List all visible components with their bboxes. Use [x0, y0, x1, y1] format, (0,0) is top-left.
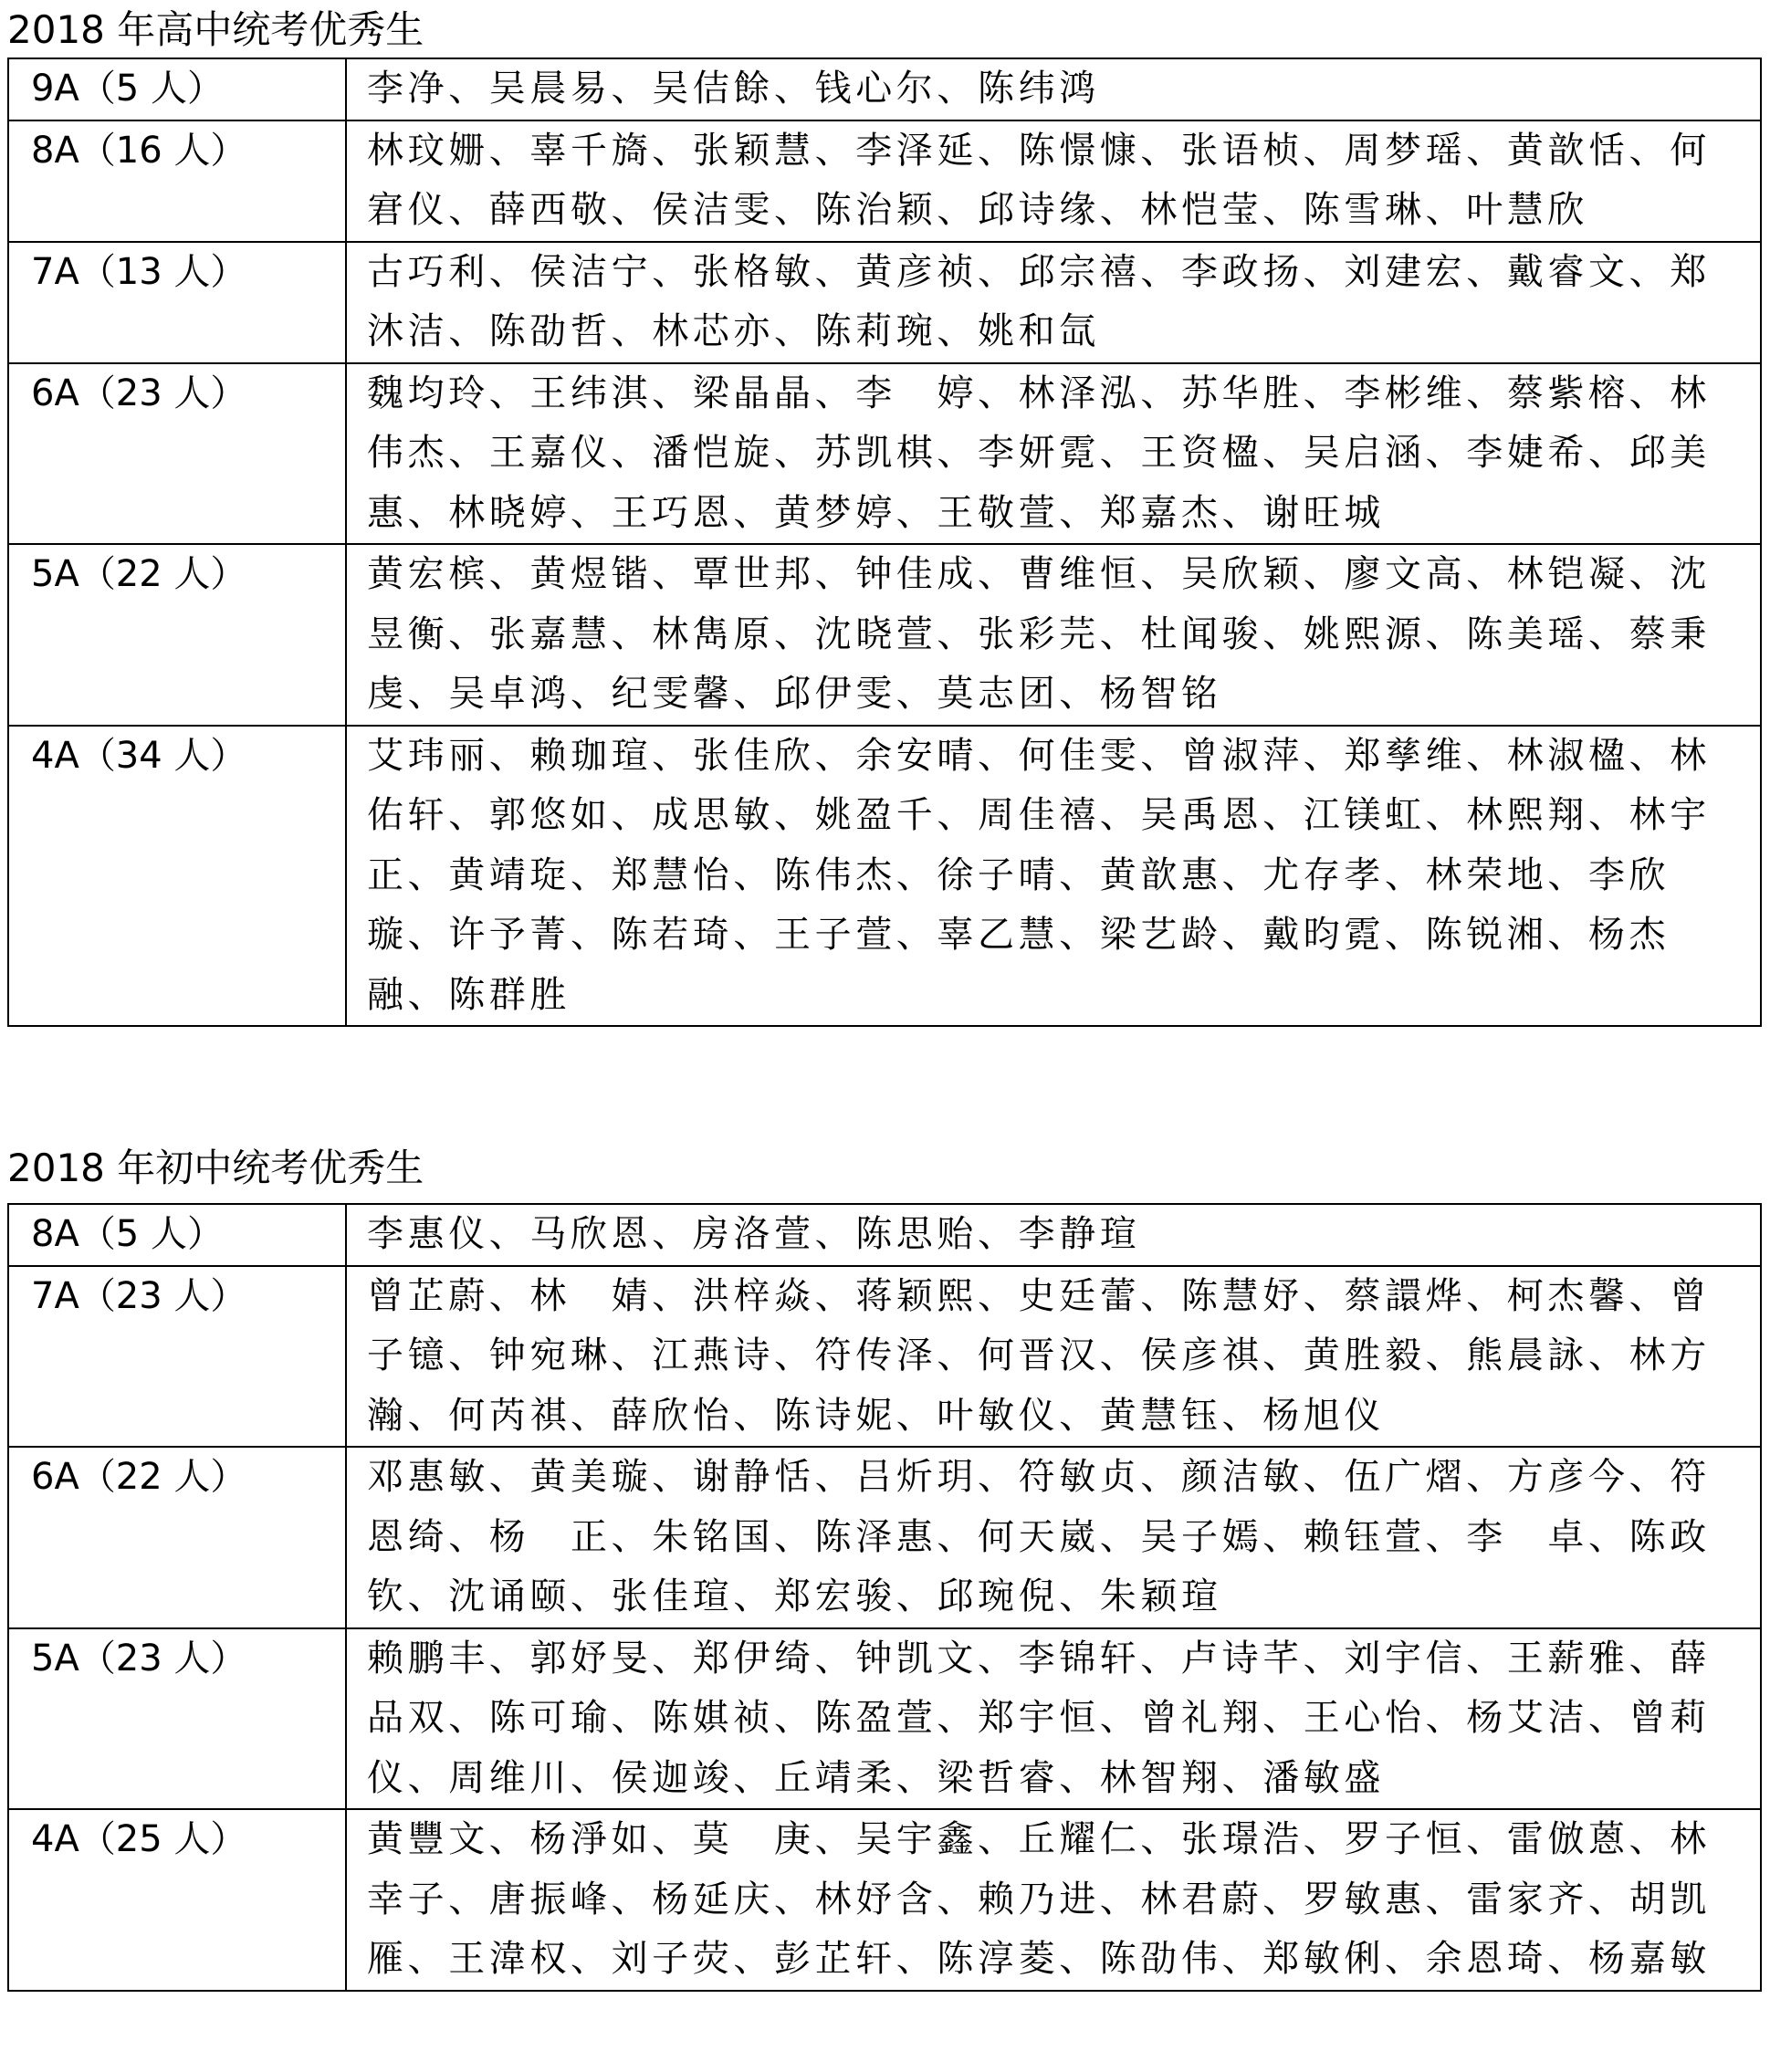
student-names: 黄宏槟、黄煜锴、覃世邦、钟佳成、曹维恒、吴欣颖、廖文高、林铠凝、沈昱衡、张嘉慧、林雋原、沈晓萱、张彩芫、杜闻骏、姚熙源、陈美瑶、蔡秉虔、吴卓鸿、纪雯馨、邱伊雯、莫志团、杨智铭	[367, 553, 1711, 715]
grade-label: 4A（25 人）	[8, 1809, 346, 1991]
names-cell	[346, 544, 1761, 726]
student-names: 邓惠敏、黄美璇、谢静恬、吕炘玥、符敏贞、颜洁敏、伍广熠、方彦今、符恩绮、杨 正、朱铭国、陈泽惠、何天崴、吴子嫣、赖钰萱、李 卓、陈政钦、沈诵颐、张佳瑄、郑宏骏、邱琬倪、朱颖瑄	[367, 1456, 1711, 1617]
table-row	[8, 363, 1761, 545]
grade-label: 8A（16 人）	[8, 120, 346, 242]
table-row	[8, 242, 1761, 363]
student-names: 李惠仪、马欣恩、房洛萱、陈思贻、李静瑄	[367, 1213, 1141, 1255]
names-cell	[346, 363, 1761, 545]
grade-label: 4A（34 人）	[8, 726, 346, 1027]
student-names: 赖鹏丰、郭妤旻、郑伊绮、钟凯文、李锦轩、卢诗芊、刘宇信、王薪雅、薛品双、陈可瑜、陈娸祯、陈盈萱、郑宇恒、曾礼翔、王心怡、杨艾洁、曾莉仪、周维川、侯迦竣、丘靖柔、梁哲睿、林智翔、潘敏盛	[367, 1637, 1711, 1799]
names-cell	[346, 1447, 1761, 1628]
table-row	[8, 1809, 1761, 1991]
grade-label: 8A（5 人）	[8, 1204, 346, 1266]
table-row	[8, 58, 1761, 120]
student-names: 曾芷蔚、林 婧、洪梓焱、蒋颖熙、史廷蕾、陈慧妤、蔡譞烨、柯杰馨、曾子镱、钟宛琳、江燕诗、符传泽、何晋汉、侯彦祺、黄胜毅、熊晨詠、林方瀚、何芮祺、薛欣怡、陈诗妮、叶敏仪、黄慧钰、杨旭仪	[367, 1274, 1711, 1437]
student-names: 黄豐文、杨淨如、莫 庚、吴宇鑫、丘耀仁、张璟浩、罗子恒、雷倣蒽、林幸子、唐振峰、杨延庆、林妤含、赖乃进、林君蔚、罗敏惠、雷家齐、胡凯雁、王湋权、刘子荧、彭芷轩、陈淳菱、陈劭伟、郑敏俐、余恩琦、杨嘉敏	[367, 1818, 1711, 1980]
section-title-middle-school: 2018 年初中统考优秀生	[7, 1146, 424, 1190]
honor-table-high-school	[7, 58, 1762, 1027]
honor-table-middle-school	[7, 1203, 1762, 1992]
grade-label: 6A（23 人）	[8, 363, 346, 545]
student-names: 魏均玲、王纬淇、梁晶晶、李 婷、林泽泓、苏华胜、李彬维、蔡紫榕、林伟杰、王嘉仪、潘恺旋、苏凯棋、李妍霓、王资楹、吴启涵、李婕希、邱美惠、林晓婷、王巧恩、黄梦婷、王敬萱、郑嘉杰、谢旺城	[367, 371, 1711, 534]
table-row	[8, 544, 1761, 726]
table-row	[8, 1628, 1761, 1810]
names-cell	[346, 242, 1761, 363]
names-cell	[346, 58, 1761, 120]
names-cell	[346, 726, 1761, 1027]
names-cell	[346, 1628, 1761, 1810]
grade-label: 6A（22 人）	[8, 1447, 346, 1628]
student-names: 艾玮丽、赖珈瑄、张佳欣、余安晴、何佳雯、曾淑萍、郑孳维、林淑楹、林佑轩、郭悠如、成思敏、姚盈千、周佳禧、吴禹恩、江镁虹、林熙翔、林宇正、黄靖琁、郑慧怡、陈伟杰、徐子晴、黄歆惠、尤存孝、林荣地、李欣璇、许予菁、陈若琦、王子萱、辜乙慧、梁艺龄、戴昀霓、陈锐湘、杨杰融、陈群胜	[367, 734, 1711, 1016]
names-cell	[346, 1204, 1761, 1266]
table-row	[8, 120, 1761, 242]
grade-label: 5A（23 人）	[8, 1628, 346, 1810]
table-row	[8, 1447, 1761, 1628]
student-names: 林玟姗、辜千旖、张颖慧、李泽延、陈憬慷、张语桢、周梦瑶、黄歆恬、何宭仪、薛西敬、侯洁雯、陈治颖、邱诗缘、林恺莹、陈雪琳、叶慧欣	[367, 129, 1711, 231]
section-title-high-school: 2018 年高中统考优秀生	[7, 7, 424, 52]
names-cell	[346, 1809, 1761, 1991]
grade-label: 9A（5 人）	[8, 58, 346, 120]
table-row	[8, 1266, 1761, 1448]
grade-label: 7A（13 人）	[8, 242, 346, 363]
grade-label: 7A（23 人）	[8, 1266, 346, 1448]
table-row	[8, 1204, 1761, 1266]
student-names: 李净、吴晨易、吴佶餘、钱心尔、陈纬鸿	[367, 68, 1100, 110]
grade-label: 5A（22 人）	[8, 544, 346, 726]
table-row	[8, 726, 1761, 1027]
student-names: 古巧利、侯洁宁、张格敏、黄彦祯、邱宗禧、李政扬、刘建宏、戴睿文、郑沐洁、陈劭哲、林芯亦、陈莉琬、姚和氙	[367, 250, 1711, 352]
names-cell	[346, 1266, 1761, 1448]
names-cell	[346, 120, 1761, 242]
